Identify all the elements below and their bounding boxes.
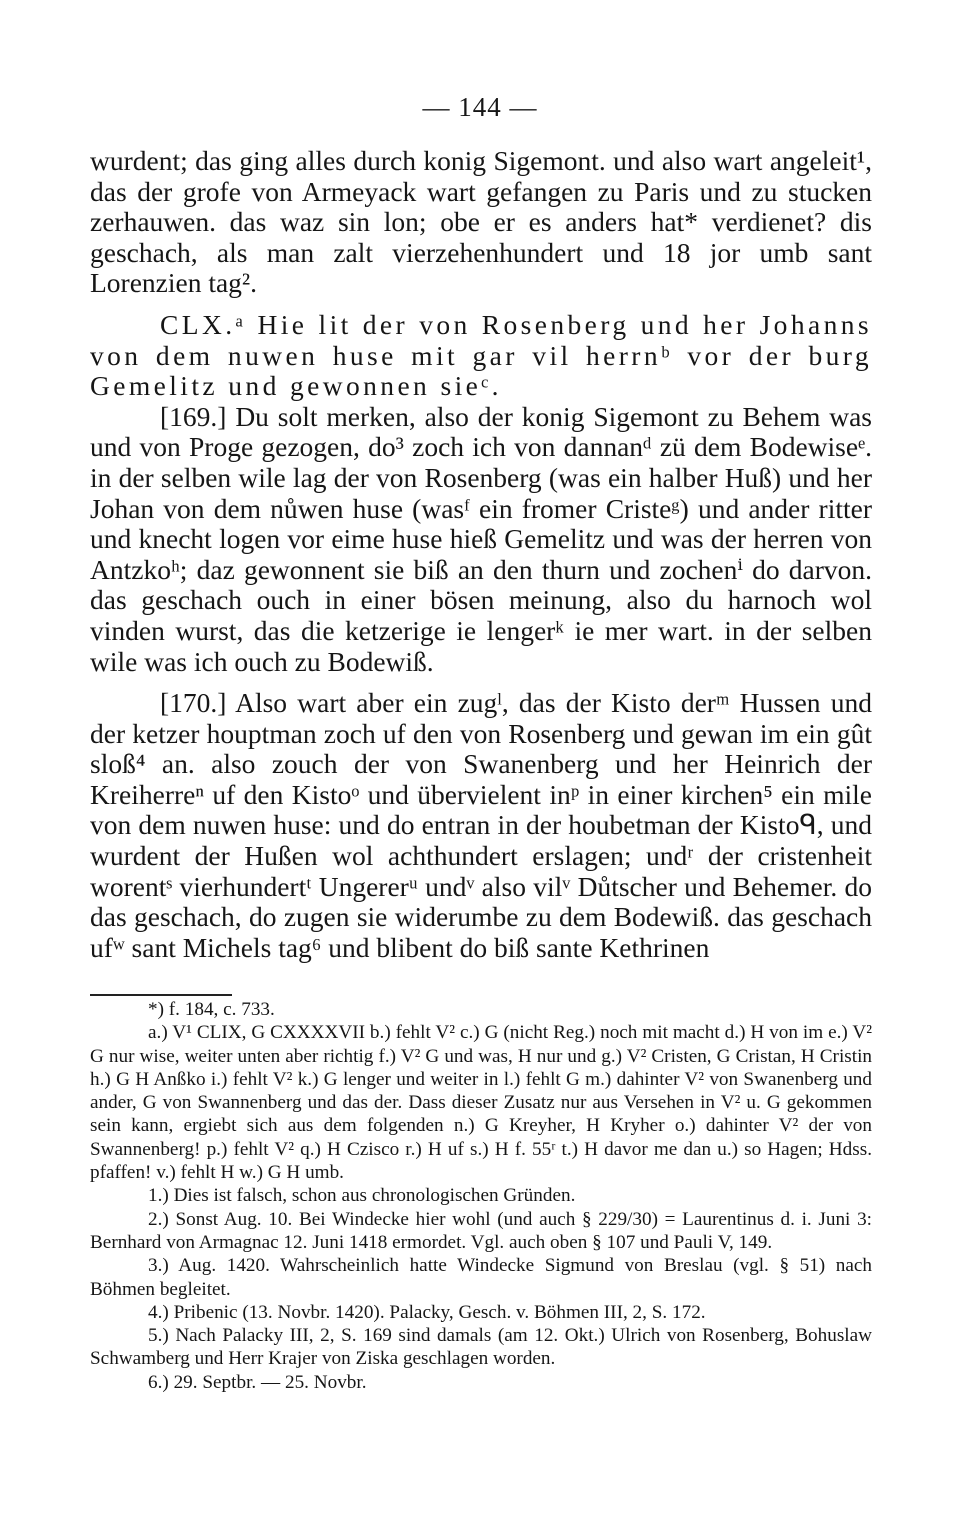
- footnotes: [90, 998, 872, 1394]
- footnote-3: 3.) Aug. 1420. Wahrscheinlich hatte Windecke Sigmund von Breslau (vgl. § 51) nach Böhmen begleitet.: [90, 1255, 872, 1300]
- footnote-1: 1.) Dies ist falsch, schon aus chronologischen Gründen.: [148, 1185, 576, 1207]
- main-text: [90, 146, 872, 963]
- page-number: — 144 —: [422, 92, 538, 122]
- footnote-4: 4.) Pribenic (13. Novbr. 1420). Palacky, Gesch. v. Böhmen III, 2, S. 172.: [148, 1301, 706, 1323]
- footnote-rule: [90, 994, 232, 996]
- note-star: *) f. 184, c. 733.: [148, 999, 275, 1020]
- variant-notes: a.) V¹ CLIX, G CXXXXVII b.) fehlt V² c.) G (nicht Reg.) noch mit macht d.) H von im e.) V² G nur wise, weiter unten aber richtig f.) V² G und was, H nur und g.) V² Cristen, G Cristan, H Cristin h.) G H Anßko i.) fehlt V² k.) G lenger und weiter in l.) fehlt G m.) dahinter V² von Swanenberg und ander, G von Swannenberg und das der. Dass dieser Zusatz nur aus Versehen in V² u. G gekommen sein kann, ergiebt sich aus dem folgenden n.) G Kreyher, H Kryher o.) dahinter V² der von Swannenberg! p.) fehlt V² q.) H Czisco r.) H uf s.) H f. 55ʳ t.) H davor me dan u.) so Hagen; Hdss. pfaffen! v.) fehlt H w.) G H umb.: [90, 1022, 872, 1184]
- footnote-2: 2.) Sonst Aug. 10. Bei Windecke hier wohl (und auch § 229/30) = Laurentinus d. i. Juni 3: Bernhard von Armagnac 12. Juni 1418 ermordet. Vgl. auch oben § 107 und Pauli V, 149.: [90, 1208, 872, 1253]
- chapter-heading-clx: CLX.ᵃ Hie lit der von Rosenberg und her Johanns von dem nuwen huse mit gar vil herrnᵇ vor der burg Gemelitz und gewonnen sieᶜ.: [90, 308, 872, 402]
- footnote-6: 6.) 29. Septbr. — 25. Novbr.: [148, 1371, 367, 1393]
- footnote-5: 5.) Nach Palacky III, 2, S. 169 sind damals (am 12. Okt.) Ulrich von Rosenberg, Bohuslaw Schwamberg und Herr Krajer von Ziska geschlagen worden.: [90, 1325, 872, 1370]
- paragraph-170: [170.] Also wart aber ein zugˡ, das der Kisto derᵐ Hussen und der ketzer houptman zoch uf den von Rosenberg und gewan im ein gût sloß⁴ an. also zouch der von Swanenberg und her Heinrich der Kreiherreⁿ uf den Kistoᵒ und übervielent inᵖ in einer kirchen⁵ ein mile von dem nuwen huse: und do entran in der houbetman der Kistoᑫ, und wurdent der Hußen wol achthundert erslagen; undʳ der cristenheit worentˢ vierhundertᵗ Ungererᵘ undᵛ also vilᵛ Důtscher und Behemer. do das geschach, do zugen sie widerumbe zu dem Bodewiß. das geschach ufʷ sant Michels tag⁶ und blibent do biß sante Kethrinen: [90, 687, 872, 963]
- paragraph-continuation: wurdent; das ging alles durch konig Sigemont. und also wart angeleit¹, das der grofe von Armeyack wart gefangen zu Paris und zu stucken zerhauwen. das waz sin lon; obe er es anders hat* verdienet? dis geschach, als man zalt vierzehenhundert und 18 jor umb sant Lorenzien tag².: [90, 145, 872, 299]
- paragraph-169: [169.] Du solt merken, also der konig Sigemont zu Behem was und von Proge gezogen, do³ zoch ich von dannanᵈ zü dem Bodewiseᵉ. in der selben wile lag der von Rosenberg (was ein halber Huß) und her Johan von dem nůwen huse (wasᶠ ein fromer Cristeᵍ) und ander ritter und knecht logen vor eime huse hieß Gemelitz und was der herren von Antzkoʰ; daz gewonnent sie biß an den thurn und zochenⁱ do darvon. das geschach ouch in einer bösen meinung, also du harnoch wol vinden wurst, das die ketzerige ie lengerᵏ ie mer wart. in der selben wile was ich ouch zu Bodewiß.: [90, 400, 872, 677]
